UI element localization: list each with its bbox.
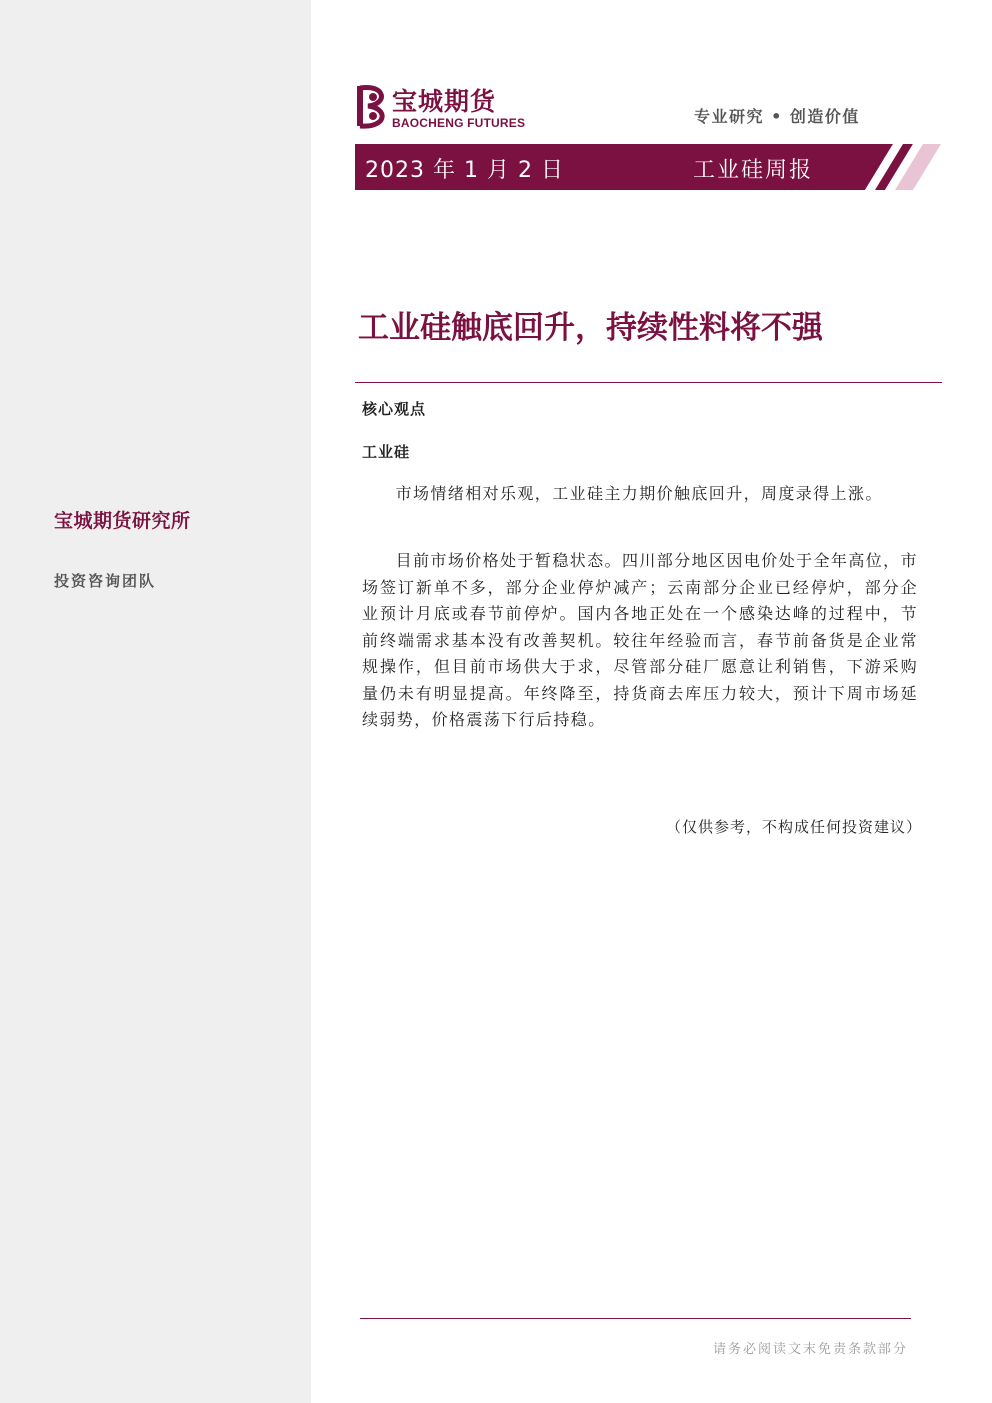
company-logo [356, 82, 526, 134]
sidebar-org-name: 宝城期货研究所 [54, 510, 191, 532]
slogan: 专业研究 • 创造价值 [694, 107, 860, 126]
footer-divider [360, 1318, 911, 1319]
logo-emblem-icon [356, 82, 390, 130]
subsection-heading: 工业硅 [362, 443, 411, 461]
report-title: 工业硅触底回升，持续性料将不强 [358, 310, 823, 346]
logo-name-cn: 宝城期货 [392, 87, 497, 116]
disclaimer: （仅供参考，不构成任何投资建议） [665, 818, 922, 836]
title-divider [355, 382, 942, 383]
header-banner [355, 144, 941, 190]
body-paragraph: 目前市场价格处于暂稳状态。四川部分地区因电价处于全年高位，市场签订新单不多，部分企业停炉减产；云南部分企业已经停炉，部分企业预计月底或春节前停炉。国内各地正处在一个感染达峰的过程中，节前终端需求基本没有改善契机。较往年经验而言，春节前备货是企业常规操作，但目前市场供大于求，尽管部分硅厂愿意让利销售，下游采购量仍未有明显提高。年终降至，持货商去库压力较大，预计下周市场延续弱势，价格震荡下行后持稳。 [362, 551, 918, 729]
body-paragraph: 市场情绪相对乐观，工业硅主力期价触底回升，周度录得上涨。 [395, 484, 883, 503]
logo-name-en: BAOCHENG FUTURES [392, 116, 526, 130]
sidebar [0, 0, 311, 1403]
report-date: 2023 年 1 月 2 日 [365, 158, 564, 183]
footer-note: 请务必阅读文末免责条款部分 [712, 1342, 908, 1357]
sidebar-team-name: 投资咨询团队 [54, 572, 157, 590]
section-heading: 核心观点 [362, 400, 427, 418]
report-type: 工业硅周报 [693, 158, 814, 183]
